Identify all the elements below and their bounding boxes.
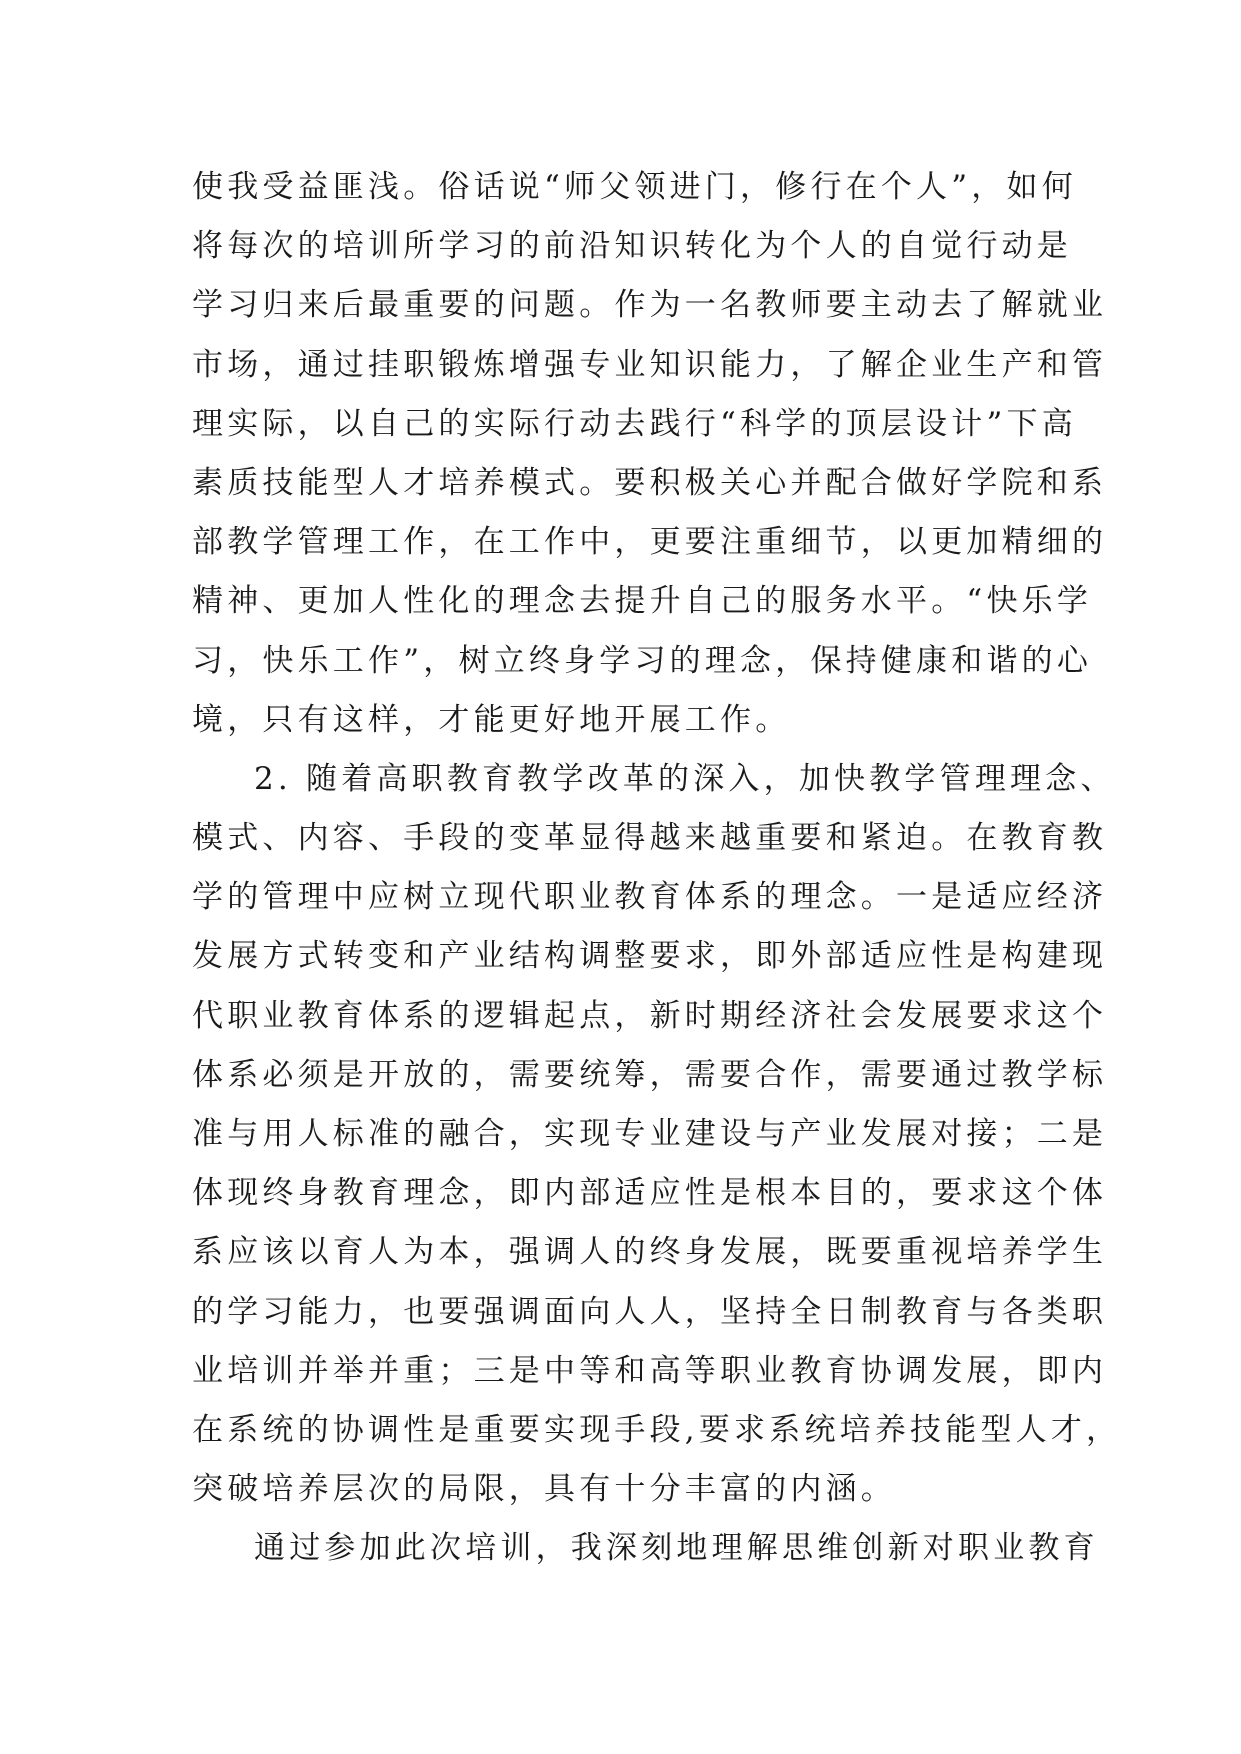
text-line: 业培训并举并重；三是中等和高等职业教育协调发展，即内 (192, 1352, 1108, 1389)
text-line: 发展方式转变和产业结构调整要求，即外部适应性是构建现 (192, 938, 1108, 975)
text-line: 体现终身教育理念，即内部适应性是根本目的，要求这个体 (192, 1175, 1108, 1212)
paragraph-first-line: 通过参加此次培训，我深刻地理解思维创新对职业教育 (254, 1530, 1099, 1567)
paragraph-first-line: 2. 随着高职教育教学改革的深入，加快教学管理理念、 (254, 760, 1116, 797)
text-line: 部教学管理工作，在工作中，更要注重细节，以更加精细的 (192, 524, 1108, 561)
text-line: 理实际，以自己的实际行动去践行“科学的顶层设计”下高 (192, 405, 1077, 442)
text-line: 在系统的协调性是重要实现手段,要求系统培养技能型人才， (192, 1411, 1122, 1448)
text-line: 境，只有这样，才能更好地开展工作。 (192, 701, 791, 738)
text-line: 准与用人标准的融合，实现专业建设与产业发展对接；二是 (192, 1116, 1108, 1152)
text-line: 的学习能力，也要强调面向人人，坚持全日制教育与各类职 (192, 1293, 1108, 1330)
text-line: 学的管理中应树立现代职业教育体系的理念。一是适应经济 (192, 879, 1108, 916)
text-line: 突破培养层次的局限，具有十分丰富的内涵。 (192, 1471, 896, 1508)
text-line: 体系必须是开放的，需要统筹，需要合作，需要通过教学标 (192, 1056, 1108, 1093)
text-line: 素质技能型人才培养模式。要积极关心并配合做好学院和系 (192, 464, 1108, 501)
text-line: 模式、内容、手段的变革显得越来越重要和紧迫。在教育教 (192, 820, 1108, 857)
body-text (192, 158, 1122, 1579)
text-line: 将每次的培训所学习的前沿知识转化为个人的自觉行动是 (192, 228, 1072, 265)
text-line: 系应该以育人为本，强调人的终身发展，既要重视培养学生 (192, 1234, 1108, 1271)
text-line: 精神、更加人性化的理念去提升自己的服务水平。“快乐学 (192, 583, 1093, 620)
text-line: 习，快乐工作”，树立终身学习的理念，保持健康和谐的心 (192, 642, 1093, 679)
text-line: 使我受益匪浅。俗话说“师父领进门，修行在个人”，如何 (192, 169, 1077, 205)
text-line: 学习归来后最重要的问题。作为一名教师要主动去了解就业 (192, 287, 1108, 324)
text-line: 代职业教育体系的逻辑起点，新时期经济社会发展要求这个 (192, 997, 1108, 1034)
text-line: 市场，通过挂职锻炼增强专业知识能力，了解企业生产和管 (192, 346, 1108, 383)
